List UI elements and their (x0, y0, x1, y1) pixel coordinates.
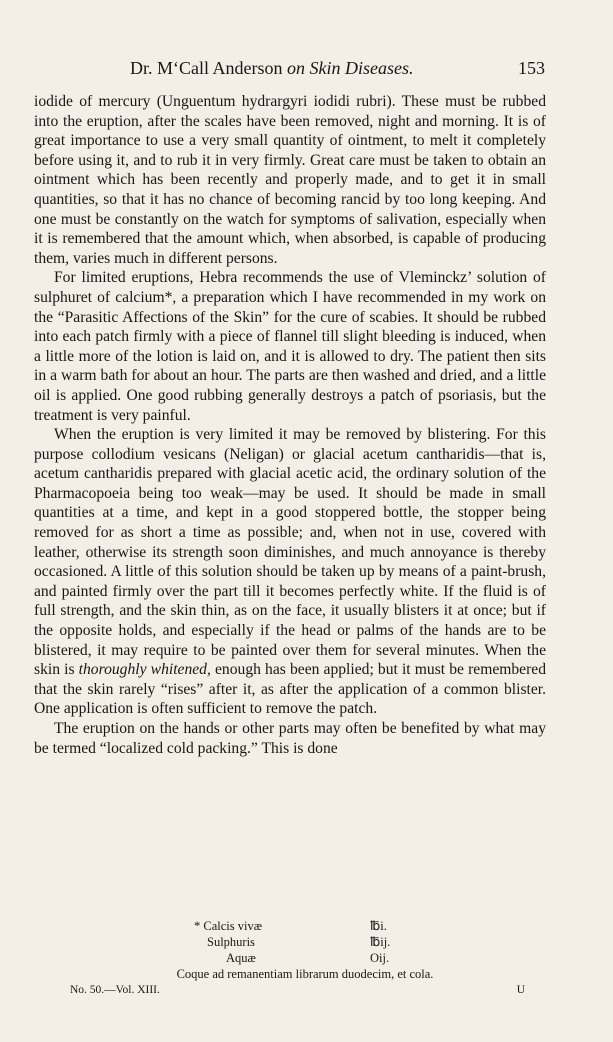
paragraph-4: The eruption on the hands or other parts may often be benefited by what may be termed “localized cold packing.” This is done (34, 720, 546, 757)
signature-line (70, 984, 525, 1000)
footnote-row (34, 934, 546, 950)
paragraph-3-part-b: enough has been applied; but it must be remembered that the skin rarely “rises” after it, as after the application of a common blister. One application is often sufficient to remove the patch. (34, 661, 547, 718)
footnote-instruction: Coque ad remanentiam librarum duodecim, et cola. (176, 967, 434, 981)
paragraph-3 (34, 425, 546, 719)
paragraph-2: For limited eruptions, Hebra recommends the use of Vleminckz’ solution of sulphuret of calcium*, a preparation which I have recommended in my work on the “Parasitic Affections of the Skin” for the cure of scabies. It should be rubbed into each patch firmly with a piece of flannel till slight bleeding is induced, when a little more of the lotion is laid on, and it is allowed to dry. The patient then sits in a warm bath for about an hour. The parts are then washed and dried, and a little oil is applied. One good rubbing generally destroys a patch of psoriasis, but the treatment is very painful. (34, 269, 546, 424)
footnote (34, 918, 546, 982)
paragraph-3-italic: thoroughly whitened, (78, 661, 211, 679)
header-author: Dr. M‘Call Anderson (130, 58, 287, 78)
footnote-ingredient: Aquæ (226, 951, 256, 965)
footnote-row (34, 918, 546, 934)
paragraph-1: iodide of mercury (Unguentum hydrargyri iodidi rubri). These must be rubbed into the eruption, after the scales have been removed, night and morning. It is of great importance to use a very small quantity of ointment, to melt it completely before using it, and to rub it in very firmly. Great care must be taken to obtain an ointment which has been recently and properly made, and to get it in small quantities, so that it has no chance of becoming rancid by too long keeping. And one must be constantly on the watch for symptoms of salivation, especially when it is remembered that the amount which, when absorbed, is capable of producing them, varies much in different persons. (34, 93, 546, 267)
header-subject: on Skin Diseases. (287, 58, 414, 78)
paragraph-3-part-a: When the eruption is very limited it may be removed by blistering. For this purpose collodium vesicans (Neligan) or glacial acetum cantharidis—that is, acetum cantharidis prepared with glacial acetic acid, the ordinary solution of the Pharmacopoeia being too weak—may be used. It should be made in small quantities at a time, and kept in a good stoppered bottle, the stopper being removed for as short a time as possible; and, when not in use, covered with leather, otherwise its strength soon diminishes, and much annoyance is thereby occasioned. A little of this solution should be taken up by means of a paint-brush, and painted firmly over the part till it becomes perfectly white. If the fluid is of full strength, and the skin thin, as on the face, it usually blisters it at once; but if the opposite holds, and especially if the head or palms of the hands are to be blistered, it may require to be painted over them for several minutes. When the skin is (34, 426, 546, 679)
footnote-ingredient: Sulphuris (207, 935, 255, 949)
page-number: 153 (518, 58, 545, 78)
running-header (60, 58, 545, 82)
footnote-quantity: Oij. (370, 951, 390, 965)
footnote-row (34, 950, 546, 966)
body-text (34, 92, 546, 758)
footnote-quantity: ℔ij. (370, 935, 391, 949)
footnote-ingredient: * Calcis vivæ (194, 919, 263, 933)
signature-mark: U (516, 984, 525, 996)
volume-label: No. 50.—Vol. XIII. (70, 984, 160, 996)
header-title (130, 58, 413, 79)
footnote-quantity: ℔i. (370, 919, 387, 933)
